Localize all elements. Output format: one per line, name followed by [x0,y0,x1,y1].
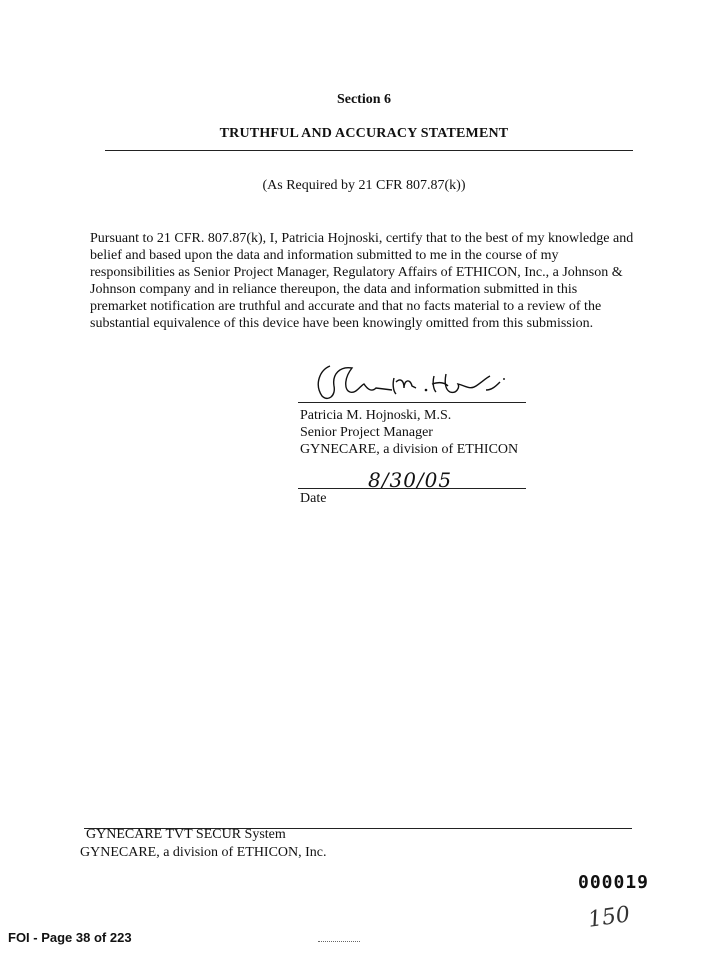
handwritten-signature [300,356,528,404]
signature-line [298,402,526,403]
date-line [298,488,526,489]
paragraph-line: belief and based upon the data and information submitted to me in the course of my [90,248,559,263]
scan-artifact [318,941,360,942]
handwritten-date: 8/30/05 [368,468,453,492]
footer-product: GYNECARE TVT SECUR System [86,827,286,842]
paragraph-line: premarket notification are truthful and accurate and that no facts material to a review of the [90,299,602,314]
paragraph-line: Pursuant to 21 CFR. 807.87(k), I, Patricia Hojnoski, certify that to the best of my knowledge and [90,231,634,246]
footer-company: GYNECARE, a division of ETHICON, Inc. [80,845,327,860]
paragraph-line: Johnson company and in reliance thereupon, the data and information submitted in this [90,282,578,297]
regulation-reference: (As Required by 21 CFR 807.87(k)) [262,178,466,193]
handwritten-page-number: 150 [586,902,632,933]
certification-paragraph [90,230,638,332]
signatory-title: Senior Project Manager [300,425,433,440]
signatory-company: GYNECARE, a division of ETHICON [300,442,519,457]
document-heading: TRUTHFUL AND ACCURACY STATEMENT [219,126,509,141]
paragraph-line: substantial equivalence of this device have been knowingly omitted from this submission. [90,316,594,331]
foi-page-label: FOI - Page 38 of 223 [8,930,132,945]
date-label: Date [300,491,327,506]
bates-stamp: 000019 [578,872,650,893]
section-label: Section 6 [336,92,392,107]
paragraph-line: responsibilities as Senior Project Manager, Regulatory Affairs of ETHICON, Inc., a Johnson & [90,265,623,280]
heading-divider [105,150,633,151]
signatory-name: Patricia M. Hojnoski, M.S. [300,408,452,423]
